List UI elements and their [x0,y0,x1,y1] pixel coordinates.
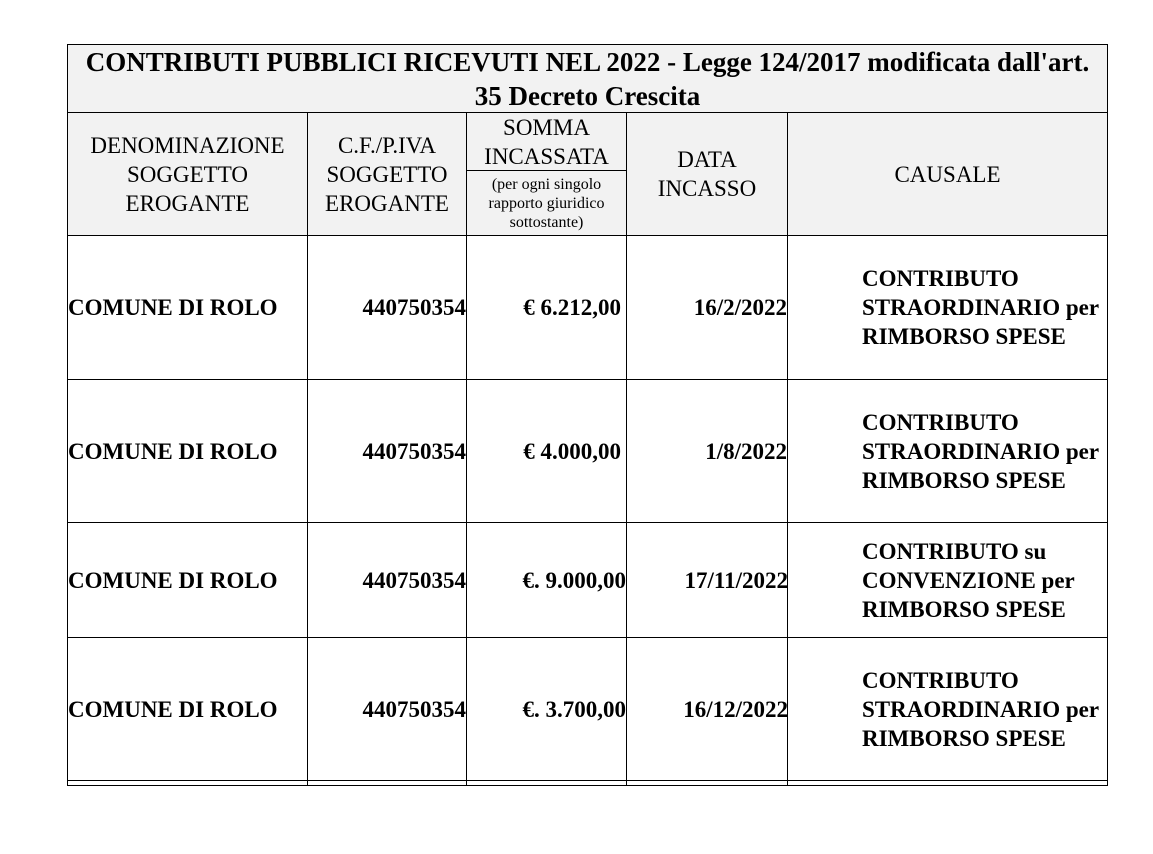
contributi-table [67,44,1108,786]
header-cf-piva-label: C.F./P.IVA SOGGETTO EROGANTE [325,132,449,216]
table-row-4-causale-text: CONTRIBUTO STRAORDINARIO per RIMBORSO SPESE [862,667,1099,751]
table-row-2-cf-piva: 440750354 [362,438,466,464]
table-row-1-data: 16/2/2022 [693,295,787,320]
table-row-2-causale [862,380,1102,522]
header-somma-note-label: (per ogni singolo rapporto giuridico sottostante) [488,175,605,231]
table-row-1-cf-piva: 440750354 [362,295,466,320]
table-row-4-denominazione: COMUNE DI ROLO [68,696,278,722]
header-somma [467,113,626,170]
table-title-text: CONTRIBUTI PUBBLICI RICEVUTI NEL 2022 - Legge 124/2017 modificata dall'art. 35 Decreto Crescita [85,46,1090,111]
table-row-4-cf-piva: 440750354 [362,696,466,722]
table-row-3-somma: €. 9.000,00 [522,567,626,593]
header-somma-note [471,171,622,235]
table-row-1-denominazione: COMUNE DI ROLO [68,295,278,320]
table-row-3-data: 17/11/2022 [684,567,788,593]
table-row-2-data: 1/8/2022 [705,438,787,464]
table-row-1-causale-text: CONTRIBUTO STRAORDINARIO per RIMBORSO SPESE [862,266,1099,349]
divider [68,780,1107,781]
table-row-3-causale-text: CONTRIBUTO su CONVENZIONE per RIMBORSO SPESE [862,538,1075,622]
header-causale-label: CAUSALE [894,161,1001,187]
table-row-4-data: 16/12/2022 [683,696,788,722]
table-row-2-causale-text: CONTRIBUTO STRAORDINARIO per RIMBORSO SPESE [862,409,1099,493]
table-row-2-denominazione: COMUNE DI ROLO [68,438,278,464]
table-row-1-causale [862,236,1102,379]
header-cf-piva [311,113,463,235]
table-row-3-cf-piva: 440750354 [362,567,466,593]
table-row-3-causale [862,523,1102,637]
header-causale [788,113,1107,235]
table-title [68,45,1107,112]
table-row-3-denominazione: COMUNE DI ROLO [68,567,278,593]
table-row-4-somma: €. 3.700,00 [522,696,626,722]
table-row-1-somma: € 6.212,00 [523,295,621,320]
table-row-4-causale [862,638,1102,780]
header-data [648,113,766,235]
header-denominazione [68,113,307,235]
header-somma-label: SOMMA INCASSATA [484,114,609,169]
header-denominazione-label: DENOMINAZIONE SOGGETTO EROGANTE [90,132,285,216]
table-row-2-somma: € 4.000,00 [523,438,621,464]
header-data-label: DATA INCASSO [657,147,757,201]
